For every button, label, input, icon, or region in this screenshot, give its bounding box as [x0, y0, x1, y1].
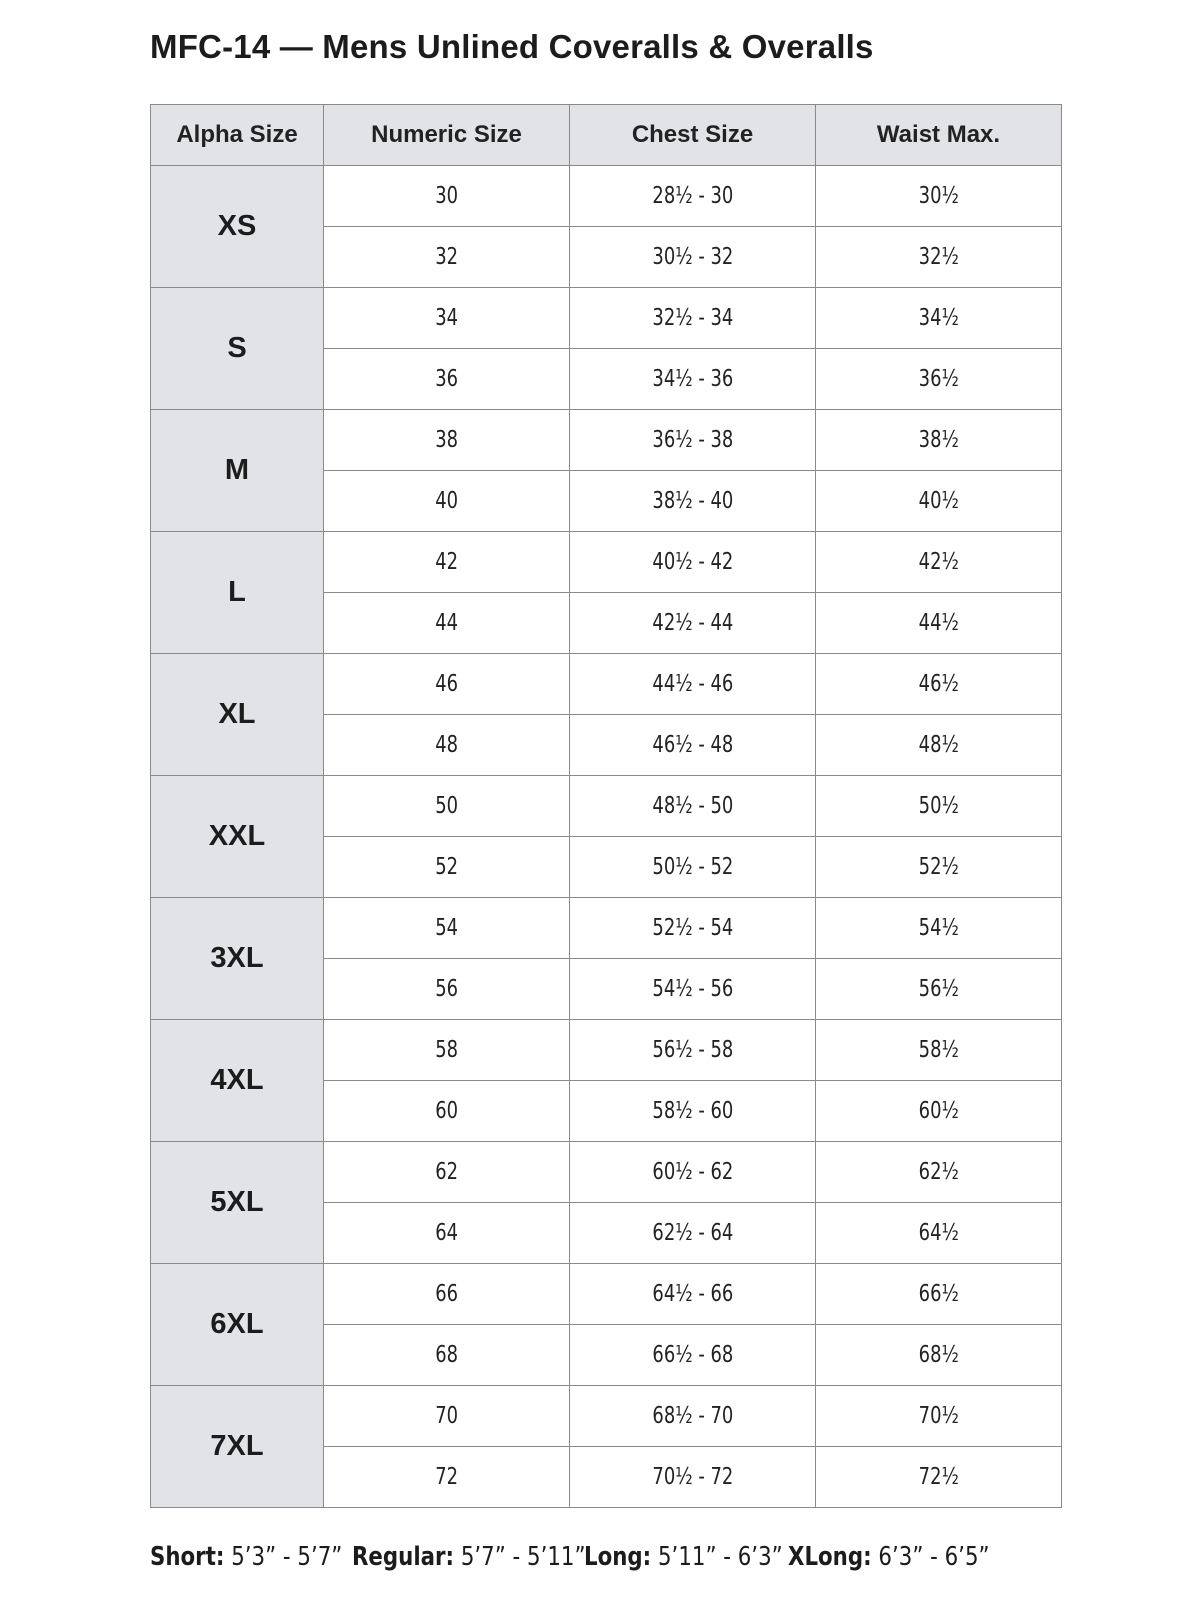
chest-size-cell [570, 410, 816, 471]
chest-size-cell-text: 28½ - 30 [652, 183, 733, 209]
legend-regular-label: Regular: [352, 1542, 455, 1572]
chest-size-cell [570, 1020, 816, 1081]
waist-max-cell [816, 349, 1062, 410]
legend-regular-value: 5’7” - 5’11” [460, 1542, 586, 1572]
waist-max-cell [816, 654, 1062, 715]
alpha-size-cell: XS [151, 166, 324, 288]
numeric-size-cell-text: 70 [435, 1403, 458, 1429]
legend-short-label: Short: [150, 1542, 225, 1572]
chest-size-cell-text: 70½ - 72 [652, 1464, 733, 1490]
table-row [151, 1264, 1062, 1325]
waist-max-cell [816, 898, 1062, 959]
waist-max-cell-text: 50½ [918, 793, 959, 819]
chest-size-cell-text: 36½ - 38 [652, 427, 733, 453]
page-title: MFC-14 — Mens Unlined Coveralls & Overalls [150, 28, 874, 65]
numeric-size-cell [324, 1386, 570, 1447]
waist-max-cell-text: 60½ [918, 1098, 959, 1124]
chest-size-cell-text: 66½ - 68 [652, 1342, 733, 1368]
waist-max-cell-text: 38½ [918, 427, 959, 453]
waist-max-cell-text: 72½ [918, 1464, 959, 1490]
numeric-size-cell [324, 349, 570, 410]
chest-size-cell-text: 58½ - 60 [652, 1098, 733, 1124]
numeric-size-cell-text: 56 [435, 976, 458, 1002]
chest-size-cell-text: 32½ - 34 [652, 305, 733, 331]
table-row [151, 654, 1062, 715]
waist-max-cell-text: 64½ [918, 1220, 959, 1246]
legend-xlong-label: XLong: [788, 1542, 872, 1572]
numeric-size-cell [324, 837, 570, 898]
numeric-size-cell [324, 593, 570, 654]
waist-max-cell-text: 44½ [918, 610, 959, 636]
waist-max-cell [816, 288, 1062, 349]
chest-size-cell [570, 959, 816, 1020]
numeric-size-cell-text: 32 [435, 244, 458, 270]
numeric-size-cell [324, 898, 570, 959]
waist-max-cell [816, 1325, 1062, 1386]
waist-max-cell [816, 959, 1062, 1020]
waist-max-cell [816, 1264, 1062, 1325]
chest-size-cell-text: 52½ - 54 [652, 915, 733, 941]
alpha-size-cell: L [151, 532, 324, 654]
waist-max-cell [816, 1203, 1062, 1264]
chest-size-cell [570, 593, 816, 654]
table-row [151, 288, 1062, 349]
numeric-size-cell [324, 715, 570, 776]
numeric-size-cell-text: 40 [435, 488, 458, 514]
alpha-size-cell: 3XL [151, 898, 324, 1020]
chest-size-cell-text: 46½ - 48 [652, 732, 733, 758]
alpha-size-cell: XXL [151, 776, 324, 898]
waist-max-cell-text: 54½ [918, 915, 959, 941]
waist-max-cell-text: 58½ [918, 1037, 959, 1063]
waist-max-cell-text: 36½ [918, 366, 959, 392]
numeric-size-cell [324, 1081, 570, 1142]
chest-size-cell-text: 50½ - 52 [652, 854, 733, 880]
legend-long-label: Long: [584, 1542, 652, 1572]
waist-max-cell [816, 410, 1062, 471]
numeric-size-cell-text: 66 [435, 1281, 458, 1307]
header-waist-max: Waist Max. [816, 105, 1062, 166]
table-row [151, 1142, 1062, 1203]
legend-regular [352, 1542, 586, 1572]
waist-max-cell [816, 1386, 1062, 1447]
waist-max-cell [816, 532, 1062, 593]
waist-max-cell-text: 70½ [918, 1403, 959, 1429]
numeric-size-cell-text: 54 [435, 915, 458, 941]
waist-max-cell-text: 52½ [918, 854, 959, 880]
numeric-size-cell [324, 288, 570, 349]
chest-size-cell [570, 349, 816, 410]
waist-max-cell-text: 62½ [918, 1159, 959, 1185]
chest-size-cell [570, 166, 816, 227]
waist-max-cell [816, 166, 1062, 227]
numeric-size-cell-text: 36 [435, 366, 458, 392]
legend-xlong-value: 6’3” - 6’5” [878, 1542, 990, 1572]
waist-max-cell [816, 776, 1062, 837]
waist-max-cell-text: 42½ [918, 549, 959, 575]
numeric-size-cell-text: 38 [435, 427, 458, 453]
chest-size-cell [570, 776, 816, 837]
table-row [151, 1020, 1062, 1081]
alpha-size-cell: 6XL [151, 1264, 324, 1386]
numeric-size-cell-text: 48 [435, 732, 458, 758]
waist-max-cell [816, 1081, 1062, 1142]
header-chest-size: Chest Size [570, 105, 816, 166]
numeric-size-cell [324, 959, 570, 1020]
numeric-size-cell-text: 46 [435, 671, 458, 697]
numeric-size-cell-text: 34 [435, 305, 458, 331]
waist-max-cell [816, 593, 1062, 654]
waist-max-cell-text: 30½ [918, 183, 959, 209]
legend-xlong [788, 1542, 990, 1572]
waist-max-cell [816, 1447, 1062, 1508]
chest-size-cell [570, 471, 816, 532]
waist-max-cell-text: 66½ [918, 1281, 959, 1307]
waist-max-cell [816, 715, 1062, 776]
numeric-size-cell [324, 1447, 570, 1508]
waist-max-cell [816, 1142, 1062, 1203]
chest-size-cell [570, 1264, 816, 1325]
numeric-size-cell [324, 227, 570, 288]
numeric-size-cell-text: 30 [435, 183, 458, 209]
numeric-size-cell [324, 410, 570, 471]
waist-max-cell-text: 34½ [918, 305, 959, 331]
numeric-size-cell [324, 1020, 570, 1081]
waist-max-cell [816, 471, 1062, 532]
chest-size-cell [570, 1203, 816, 1264]
table-body [151, 166, 1062, 1508]
chest-size-cell [570, 288, 816, 349]
table-row [151, 410, 1062, 471]
chest-size-cell-text: 62½ - 64 [652, 1220, 733, 1246]
chest-size-cell-text: 54½ - 56 [652, 976, 733, 1002]
numeric-size-cell [324, 471, 570, 532]
chest-size-cell [570, 898, 816, 959]
table-row [151, 776, 1062, 837]
table-row [151, 1386, 1062, 1447]
waist-max-cell-text: 56½ [918, 976, 959, 1002]
numeric-size-cell-text: 42 [435, 549, 458, 575]
numeric-size-cell [324, 166, 570, 227]
waist-max-cell-text: 40½ [918, 488, 959, 514]
alpha-size-cell: 7XL [151, 1386, 324, 1508]
alpha-size-cell: XL [151, 654, 324, 776]
waist-max-cell-text: 68½ [918, 1342, 959, 1368]
chest-size-cell [570, 1447, 816, 1508]
chest-size-cell-text: 34½ - 36 [652, 366, 733, 392]
table-header-row [151, 105, 1062, 166]
chest-size-cell-text: 48½ - 50 [652, 793, 733, 819]
waist-max-cell-text: 32½ [918, 244, 959, 270]
alpha-size-cell: 4XL [151, 1020, 324, 1142]
waist-max-cell-text: 46½ [918, 671, 959, 697]
numeric-size-cell-text: 50 [435, 793, 458, 819]
chest-size-cell-text: 30½ - 32 [652, 244, 733, 270]
alpha-size-cell: S [151, 288, 324, 410]
chest-size-cell-text: 68½ - 70 [652, 1403, 733, 1429]
numeric-size-cell-text: 64 [435, 1220, 458, 1246]
numeric-size-cell-text: 60 [435, 1098, 458, 1124]
table-row [151, 166, 1062, 227]
chest-size-cell [570, 654, 816, 715]
numeric-size-cell-text: 62 [435, 1159, 458, 1185]
numeric-size-cell [324, 1203, 570, 1264]
numeric-size-cell-text: 58 [435, 1037, 458, 1063]
numeric-size-cell [324, 1325, 570, 1386]
chest-size-cell-text: 44½ - 46 [652, 671, 733, 697]
chest-size-cell [570, 715, 816, 776]
chest-size-cell [570, 532, 816, 593]
numeric-size-cell-text: 44 [435, 610, 458, 636]
table-row [151, 898, 1062, 959]
numeric-size-cell [324, 1264, 570, 1325]
chest-size-cell [570, 837, 816, 898]
chest-size-cell-text: 40½ - 42 [652, 549, 733, 575]
size-chart-table [150, 104, 1062, 1508]
header-alpha-size: Alpha Size [151, 105, 324, 166]
chest-size-cell-text: 38½ - 40 [652, 488, 733, 514]
chest-size-cell-text: 60½ - 62 [652, 1159, 733, 1185]
waist-max-cell [816, 837, 1062, 898]
alpha-size-cell: M [151, 410, 324, 532]
table-row [151, 532, 1062, 593]
numeric-size-cell [324, 532, 570, 593]
chest-size-cell [570, 1386, 816, 1447]
numeric-size-cell [324, 776, 570, 837]
header-numeric-size: Numeric Size [324, 105, 570, 166]
legend-long-value: 5’11” - 6’3” [657, 1542, 783, 1572]
chest-size-cell [570, 227, 816, 288]
numeric-size-cell-text: 52 [435, 854, 458, 880]
chest-size-cell-text: 56½ - 58 [652, 1037, 733, 1063]
legend-short [150, 1542, 342, 1572]
numeric-size-cell [324, 1142, 570, 1203]
alpha-size-cell: 5XL [151, 1142, 324, 1264]
chest-size-cell [570, 1142, 816, 1203]
legend-short-value: 5’3” - 5’7” [231, 1542, 343, 1572]
legend-long [584, 1542, 783, 1572]
waist-max-cell-text: 48½ [918, 732, 959, 758]
numeric-size-cell [324, 654, 570, 715]
numeric-size-cell-text: 72 [435, 1464, 458, 1490]
chest-size-cell-text: 42½ - 44 [652, 610, 733, 636]
waist-max-cell [816, 227, 1062, 288]
chest-size-cell-text: 64½ - 66 [652, 1281, 733, 1307]
waist-max-cell [816, 1020, 1062, 1081]
chest-size-cell [570, 1325, 816, 1386]
chest-size-cell [570, 1081, 816, 1142]
numeric-size-cell-text: 68 [435, 1342, 458, 1368]
